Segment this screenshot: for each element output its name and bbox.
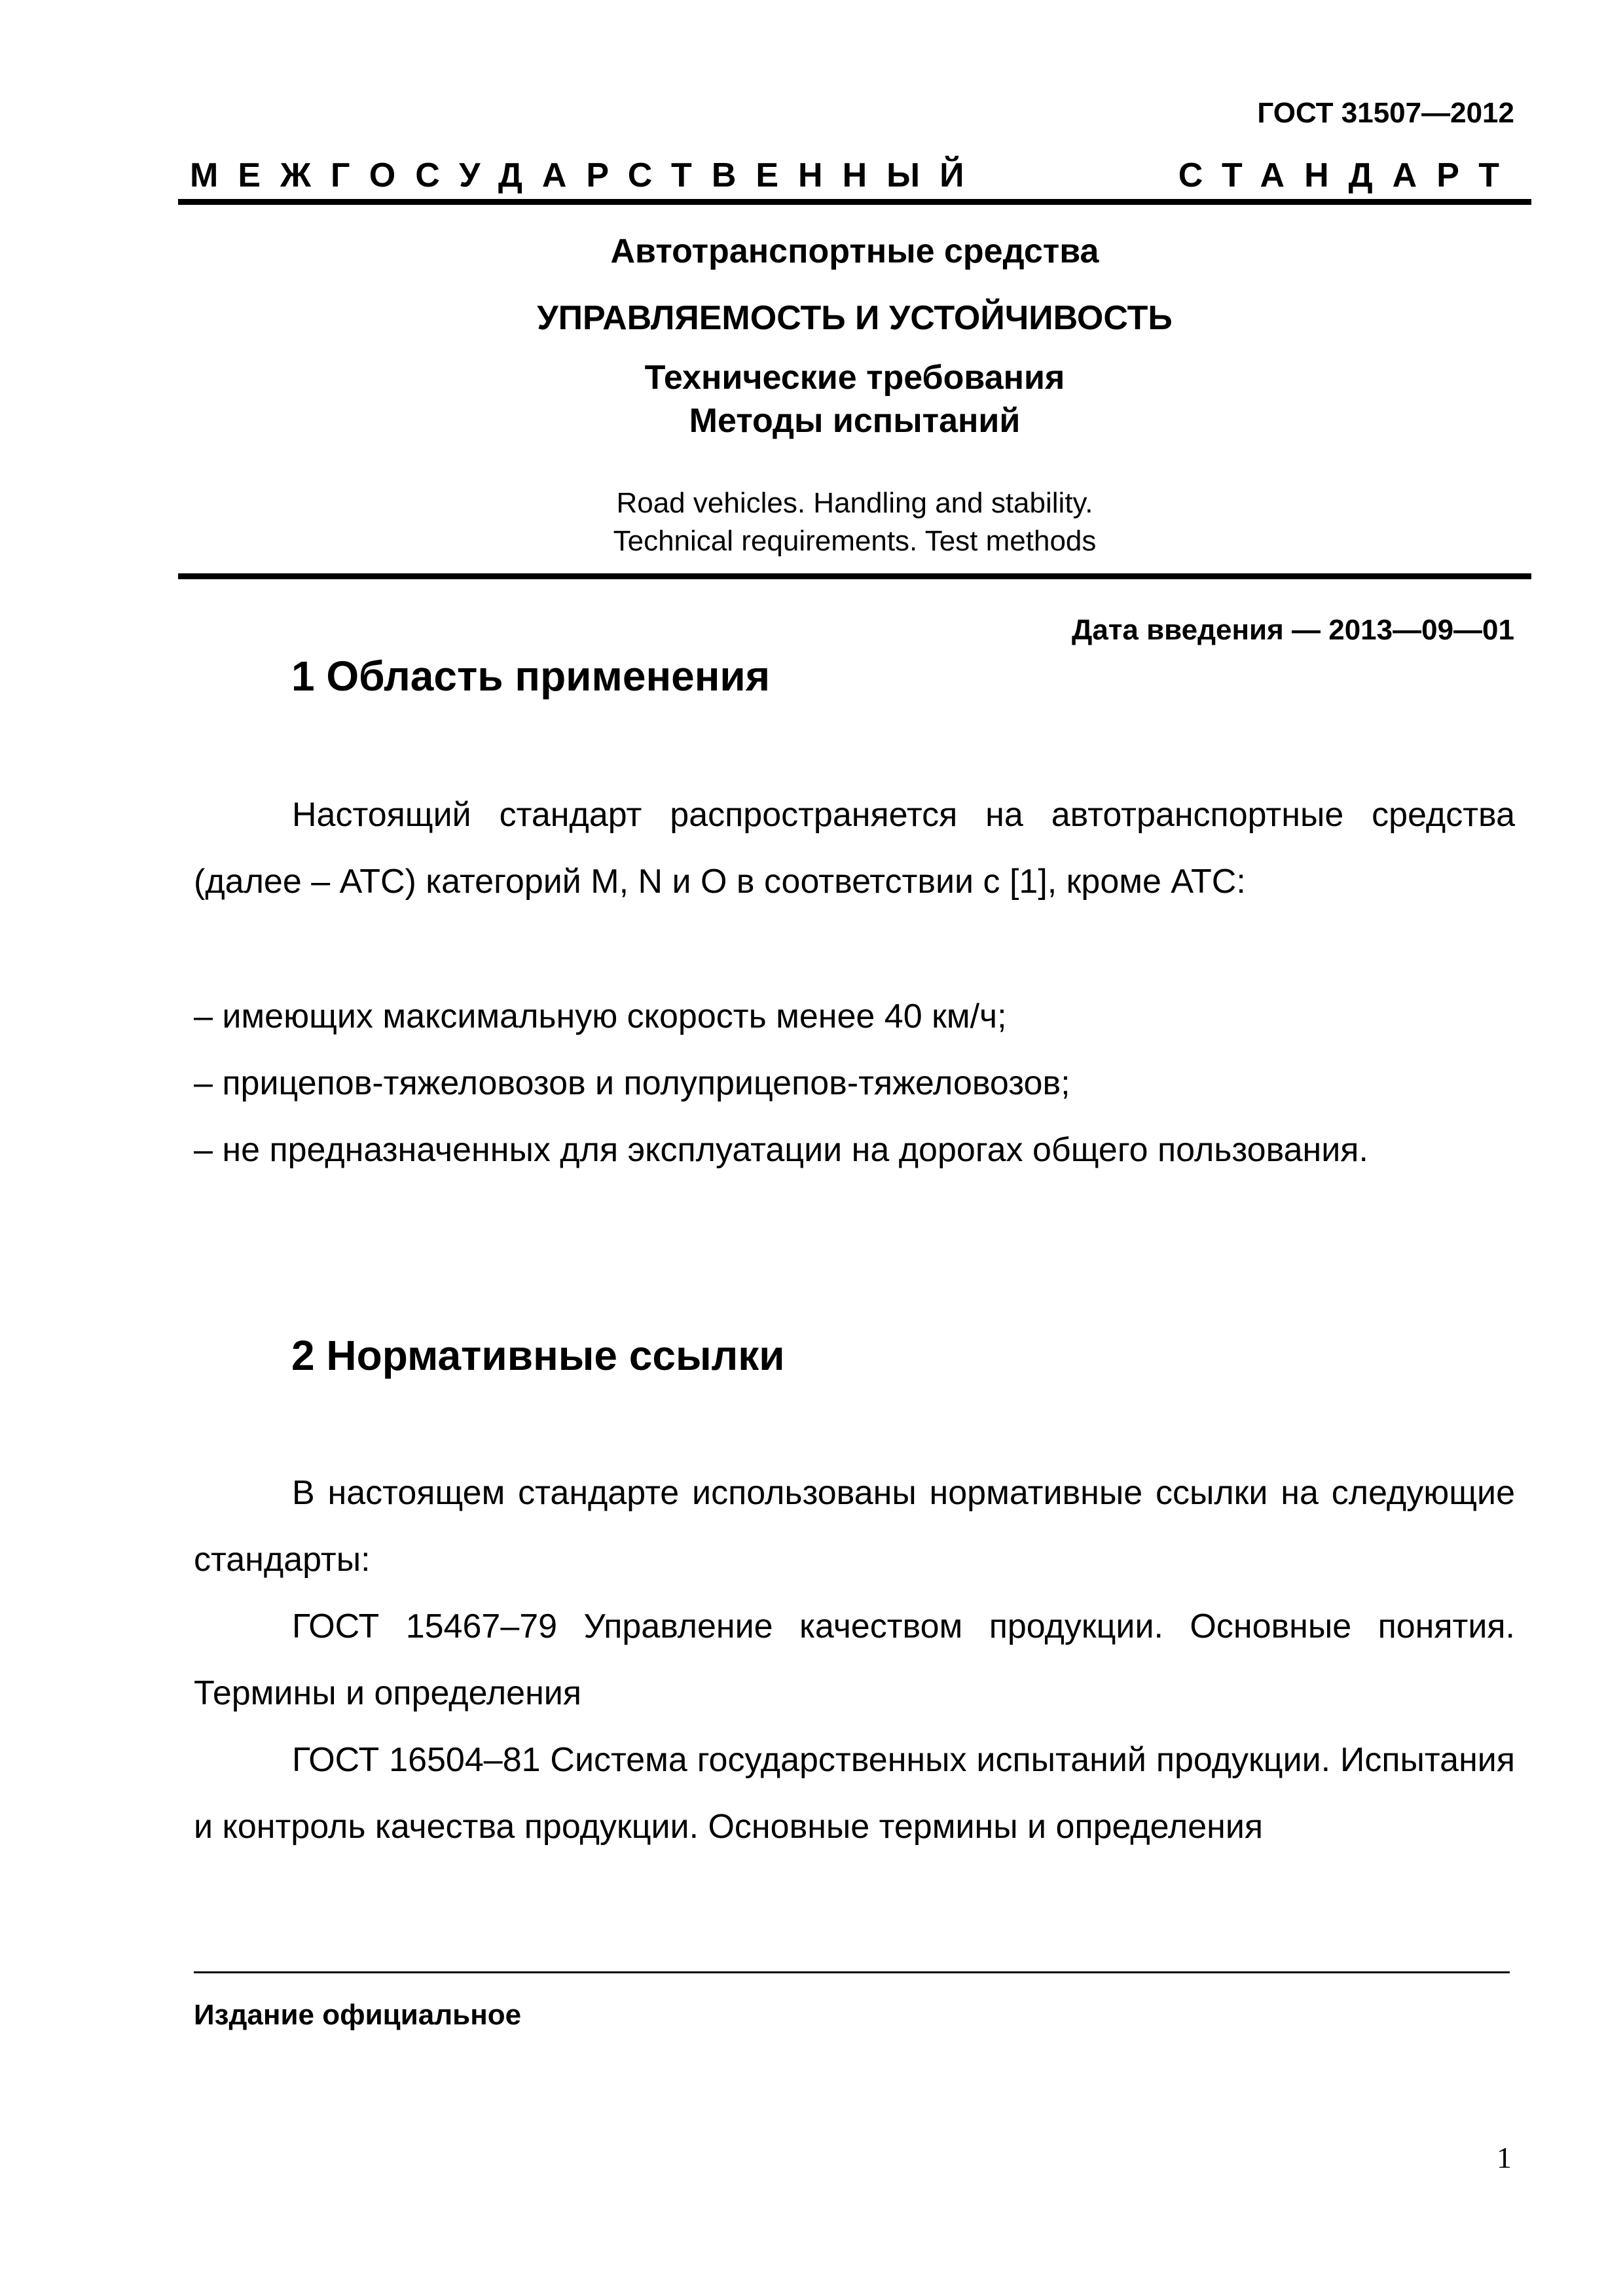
requirements-title-line1: Технические требования	[644, 359, 1065, 397]
normative-reference-text: ГОСТ 16504–81 Система государственных испытаний продукции. Испытания и контроль качества продукции. Основные термины и определения	[194, 1741, 1515, 1846]
section-1-paragraph	[194, 781, 1515, 915]
introduction-date: Дата введения — 2013—09—01	[1072, 614, 1514, 646]
header-word-interstate: МЕЖГОСУДАРСТВЕННЫЙ	[190, 156, 984, 194]
normative-reference-text: ГОСТ 15467–79 Управление качеством продукции. Основные понятия. Термины и определения	[194, 1607, 1515, 1712]
exclusion-item-text: – имеющих максимальную скорость менее 40 км/ч;	[194, 997, 1007, 1035]
exclusion-item	[194, 1050, 1515, 1117]
header-word-standard: СТАНДАРТ	[1178, 156, 1519, 194]
page-number: 1	[1497, 2141, 1512, 2174]
footer-divider	[194, 1971, 1510, 1973]
document-subtitle: Автотранспортные средства	[610, 232, 1099, 270]
exclusion-item-text: – не предназначенных для эксплуатации на дорогах общего пользования.	[194, 1131, 1368, 1169]
edition-label: Издание официальное	[194, 1999, 522, 2031]
document-main-title: УПРАВЛЯЕМОСТЬ И УСТОЙЧИВОСТЬ	[537, 299, 1173, 337]
exclusion-item	[194, 983, 1515, 1050]
section-2-paragraph-text: В настоящем стандарте использованы нормативные ссылки на следующие стандарты:	[194, 1474, 1515, 1579]
section-2-paragraph	[194, 1460, 1515, 1593]
section-1-paragraph-text: Настоящий стандарт распространяется на автотранспортные средства (далее – АТС) категорий М, N и О в соответствии с [1], кроме АТС:	[194, 796, 1515, 901]
top-divider	[178, 199, 1531, 205]
english-title-line1: Road vehicles. Handling and stability.	[616, 487, 1093, 519]
exclusion-item-text: – прицепов-тяжеловозов и полуприцепов-тяжеловозов;	[194, 1064, 1070, 1102]
document-requirements-title	[178, 356, 1531, 442]
title-divider	[178, 573, 1531, 579]
section-1-heading: 1 Область применения	[291, 653, 771, 700]
english-title	[178, 484, 1531, 560]
standard-type-header	[190, 156, 1519, 195]
section-2-heading: 2 Нормативные ссылки	[291, 1332, 785, 1379]
normative-reference	[194, 1593, 1515, 1727]
english-title-line2: Technical requirements. Test methods	[613, 525, 1097, 557]
exclusion-item	[194, 1117, 1515, 1183]
normative-reference	[194, 1727, 1515, 1860]
document-number: ГОСТ 31507—2012	[1257, 97, 1514, 129]
requirements-title-line2: Методы испытаний	[689, 402, 1021, 440]
